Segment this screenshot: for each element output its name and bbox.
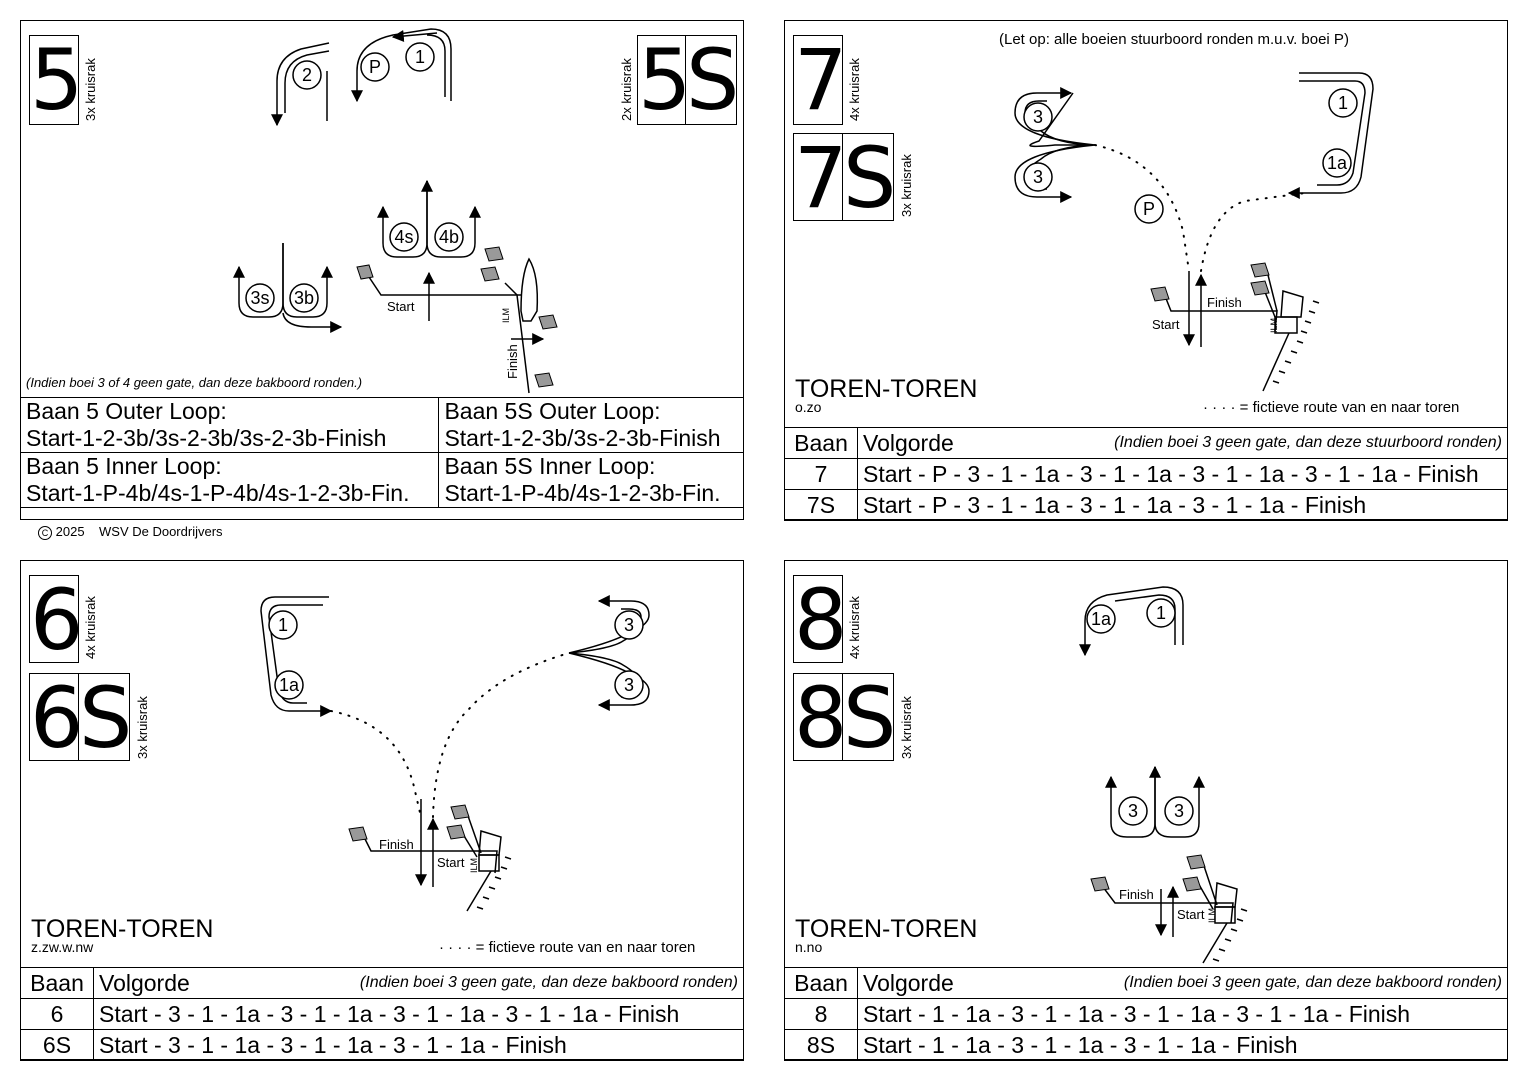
start-label: Start [1152, 317, 1180, 332]
buoy-1a-label: 1a [1090, 609, 1112, 629]
course-title: TOREN-TOREN [31, 915, 214, 943]
table-row: 6 Start - 3 - 1 - 1a - 3 - 1 - 1a - 3 - 1 - 1a - 3 - 1 - 1a - Finish [21, 999, 744, 1030]
ilm-label: ILM [1207, 907, 1217, 923]
start-label: Start [387, 299, 415, 314]
buoy-3-label: 3 [1127, 801, 1139, 821]
dotted-line-icon: · · · · [439, 939, 472, 956]
buoy-1-label: 1 [1155, 603, 1167, 623]
course-number-8: 8 [794, 571, 848, 669]
beat-count-label: 4x kruisrak [83, 596, 98, 659]
finish-label: Finish [505, 344, 520, 379]
wind-direction: o.zo [795, 399, 822, 415]
course-title: TOREN-TOREN [795, 375, 978, 403]
buoy-1-label: 1 [277, 615, 289, 635]
table-cell: Baan 5 Outer Loop: Start-1-2-3b/3s-2-3b/3s-2-3b-Finish [21, 398, 439, 453]
buoy-3s-label: 3s [250, 288, 270, 308]
table-row: 7S Start - P - 3 - 1 - 1a - 3 - 1 - 1a - 3 - 1 - 1a - Finish [785, 490, 1508, 521]
course-title: TOREN-TOREN [795, 915, 978, 943]
table-row: 8 Start - 1 - 1a - 3 - 1 - 1a - 3 - 1 - 1a - 3 - 1 - 1a - Finish [785, 999, 1508, 1030]
course-card-6 [20, 560, 744, 1060]
buoy-3-label: 3 [1032, 107, 1044, 127]
beat-count-label-8s: 3x kruisrak [899, 696, 914, 759]
buoy-4b-label: 4b [438, 227, 460, 247]
gate-note: (Indien boei 3 of 4 geen gate, dan deze bakboord ronden.) [26, 375, 363, 390]
buoy-3-label: 3 [1032, 167, 1044, 187]
course-8-table: Baan Volgorde (Indien boei 3 geen gate, dan deze bakboord ronden) 8 Start - 1 - 1a - 3 - 1 - 1a - 3 - 1 - 1a - 3 - 1 - 1a - Finish 8S Start - 1 - 1a - 3 - 1 - 1a - 3 - 1 - 1a - Finish [784, 967, 1508, 1061]
course-number-7: 7 [794, 31, 848, 129]
buoy-4s-label: 4s [394, 227, 414, 247]
copyright: C 2025 WSV De Doordrijvers [38, 524, 223, 540]
beat-count-label-5s: 2x kruisrak [619, 58, 634, 121]
course-number-8s-digit: 8 [794, 669, 848, 767]
table-cell: Baan 5S Outer Loop: Start-1-2-3b/3s-2-3b-Finish [439, 398, 744, 453]
course-number-7s-digit: 7 [794, 129, 848, 227]
legend: · · · · = fictieve route van en naar toren [1203, 399, 1460, 416]
course-5-table [20, 397, 744, 508]
course-number-8s-letter: S [843, 669, 897, 767]
buoy-1-label: 1 [1337, 93, 1349, 113]
start-label: Start [437, 855, 465, 870]
course-card-7 [784, 20, 1508, 520]
table-row: 6S Start - 3 - 1 - 1a - 3 - 1 - 1a - 3 - 1 - 1a - Finish [21, 1030, 744, 1061]
ilm-label: ILM [469, 857, 479, 873]
buoy-1a-label: 1a [278, 675, 300, 695]
copyright-icon: C [38, 526, 52, 540]
course-number-6: 6 [30, 571, 84, 669]
buoy-p-label: P [368, 57, 382, 77]
wind-direction: z.zw.w.nw [31, 939, 94, 955]
buoy-3-label: 3 [623, 675, 635, 695]
table-row: 7 Start - P - 3 - 1 - 1a - 3 - 1 - 1a - 3 - 1 - 1a - 3 - 1 - 1a - Finish [785, 459, 1508, 490]
wind-direction: n.no [795, 939, 823, 955]
beat-count-label: 4x kruisrak [847, 596, 862, 659]
beat-count-label-6s: 3x kruisrak [135, 696, 150, 759]
beat-count-label: 3x kruisrak [83, 58, 98, 121]
buoy-2-label: 2 [301, 65, 313, 85]
beat-count-label: 4x kruisrak [847, 58, 862, 121]
buoy-3-label: 3 [1173, 801, 1185, 821]
course-7-table: Baan Volgorde (Indien boei 3 geen gate, dan deze stuurboord ronden) 7 Start - P - 3 - 1 - 1a - 3 - 1 - 1a - 3 - 1 - 1a - 3 - 1 - 1a - Finish 7S Start - P - 3 - 1 - 1a - 3 - 1 - 1a - 3 - 1 - 1a - Finish [784, 427, 1508, 521]
course-card-5 [20, 20, 744, 520]
buoy-p-label: P [1142, 199, 1156, 219]
ilm-label: ILM [501, 307, 511, 323]
dotted-line-icon: · · · · [1203, 399, 1236, 416]
rounding-note: (Let op: alle boeien stuurboord ronden m.u.v. boei P) [999, 31, 1349, 48]
finish-label: Finish [1207, 295, 1242, 310]
table-row: 8S Start - 1 - 1a - 3 - 1 - 1a - 3 - 1 - 1a - Finish [785, 1030, 1508, 1061]
course-6-table: Baan Volgorde (Indien boei 3 geen gate, dan deze bakboord ronden) 6 Start - 3 - 1 - 1a - 3 - 1 - 1a - 3 - 1 - 1a - 3 - 1 - 1a - Finish 6S Start - 3 - 1 - 1a - 3 - 1 - 1a - 3 - 1 - 1a - Finish [20, 967, 744, 1061]
buoy-3b-label: 3b [293, 288, 315, 308]
course-number-6s-letter: S [79, 669, 133, 767]
finish-label: Finish [379, 837, 414, 852]
course-number-5s-letter: S [686, 31, 740, 129]
finish-label: Finish [1119, 887, 1154, 902]
course-number-5s-digit: 5 [638, 31, 692, 129]
table-cell: Baan 5S Inner Loop: Start-1-P-4b/4s-1-2-3b-Fin. [439, 453, 744, 508]
course-card-8 [784, 560, 1508, 1060]
buoy-1a-label: 1a [1326, 153, 1348, 173]
start-label: Start [1177, 907, 1205, 922]
table-cell: Baan 5 Inner Loop: Start-1-P-4b/4s-1-P-4b/4s-1-2-3b-Fin. [21, 453, 439, 508]
buoy-3-label: 3 [623, 615, 635, 635]
course-number-6s-digit: 6 [30, 669, 84, 767]
buoy-1-label: 1 [414, 47, 426, 67]
course-number-5: 5 [30, 31, 84, 129]
beat-count-label-7s: 3x kruisrak [899, 154, 914, 217]
legend: · · · · = fictieve route van en naar toren [439, 939, 696, 956]
course-number-7s-letter: S [843, 129, 897, 227]
ilm-label: ILM [1269, 317, 1279, 333]
